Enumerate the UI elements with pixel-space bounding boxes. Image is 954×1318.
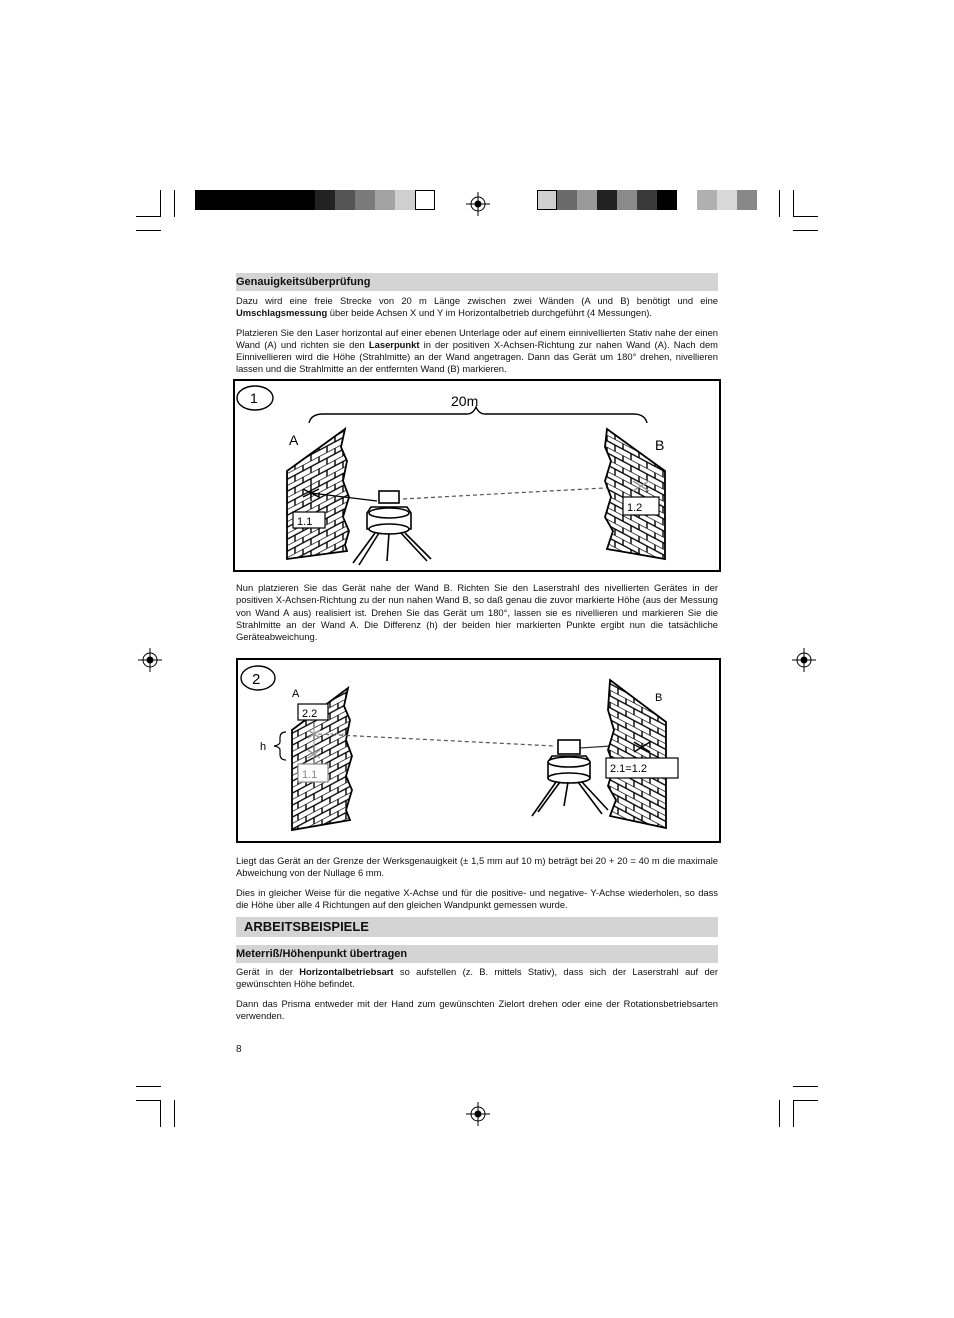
- mark-label-b: 2.1=1.2: [610, 763, 648, 775]
- density-bar-right: [537, 190, 757, 210]
- figure-2: [236, 658, 721, 843]
- density-bar-left: [195, 190, 435, 210]
- wall-a-label: A: [292, 688, 300, 700]
- h-brace-icon: [274, 732, 286, 760]
- wall-b-label: B: [655, 692, 663, 704]
- laser-device-icon: [532, 740, 608, 816]
- section-height-transfer: [236, 945, 718, 1022]
- section-heading: Genauigkeitsüberprüfung: [236, 273, 718, 291]
- section-heading: Meterriß/Höhenpunkt übertragen: [236, 945, 718, 963]
- figure-number: 1: [250, 390, 258, 406]
- registration-mark-icon: [466, 1102, 490, 1126]
- mark-label-a: 1.1: [297, 516, 313, 528]
- registration-mark-icon: [466, 192, 490, 216]
- paragraph: Nun platzieren Sie das Gerät nahe der Wand B. Richten Sie den Laserstrahl des nivellierten Gerätes in der positiven X-Achsen-Richtung zu der nun nahen Wand B, so daß genau die zuvor markierte Höhe (aus der Messung von Wand A aus) realisiert ist. Drehen Sie das Gerät um 180°, lassen sie es nivellieren und markieren Sie die Strahlmitte an der Wand A. Die Differenz (h) der beiden hier markierten Punkte ergibt nun die tatsächliche Geräteabweichung.: [236, 582, 718, 643]
- section-examples: [236, 917, 718, 937]
- registration-mark-icon: [792, 648, 816, 672]
- page-number: 8: [236, 1044, 242, 1055]
- figure-number: 2: [252, 671, 261, 688]
- paragraph: Liegt das Gerät an der Grenze der Werksgenauigkeit (± 1,5 mm auf 10 m) beträgt bei 20 + 20 = 40 m die maximale Abweichung von der Nullage 6 mm.: [236, 855, 718, 879]
- paragraph: Dann das Prisma entweder mit der Hand zum gewünschten Zielort drehen oder eine der Rotationsbetriebsarten verwenden.: [236, 997, 718, 1021]
- registration-mark-icon: [138, 648, 162, 672]
- laser-device-icon: [353, 491, 431, 565]
- mark-label-upper: 2.2: [302, 708, 318, 720]
- distance-label: 20m: [451, 393, 479, 409]
- figure-1: [233, 379, 721, 572]
- paragraph: Dies in gleicher Weise für die negative X-Achse und für die positive- und negative- Y-Achse wiederholen, so dass die Höhe über alle 4 Richtungen auf den gleichen Wandpunkt gemessen wurde.: [236, 886, 718, 910]
- paragraph: Gerät in der Horizontalbetriebsart so aufstellen (z. B. mittels Stativ), dass sich der Laserstrahl auf der gewünschten Höhe befindet.: [236, 966, 718, 990]
- mark-label-b: 1.2: [627, 502, 643, 514]
- h-label: h: [260, 741, 267, 753]
- section-accuracy-check: [236, 273, 718, 376]
- paragraph: Dazu wird eine freie Strecke von 20 m Länge zwischen zwei Wänden (A und B) benötigt und eine Umschlagsmessung über beide Achsen X und Y im Horizontalbetrieb durchgeführt (4 Messungen).: [236, 295, 718, 319]
- distance-brace-icon: [309, 407, 647, 423]
- wall-b-label: B: [655, 437, 665, 453]
- wall-a-label: A: [289, 432, 299, 448]
- section-heading: ARBEITSBEISPIELE: [236, 917, 718, 937]
- mark-label-lower: 1.1: [302, 769, 318, 781]
- instruction-text: [236, 582, 718, 643]
- paragraph: Platzieren Sie den Laser horizontal auf einer ebenen Unterlage oder auf einem einnivellierten Stativ nahe der einen Wand (A) und richten sie den Laserpunkt in der positiven X-Achsen-Richtung zur nahen Wand (A). Nach dem Einnivellieren wird die Höhe (Strahlmitte) an der Wand angetragen. Dann das Gerät um 180° drehen, nivellieren lassen und die Strahlmitte an der entfernten Wand (B) markieren.: [236, 326, 718, 375]
- result-text: [236, 855, 718, 911]
